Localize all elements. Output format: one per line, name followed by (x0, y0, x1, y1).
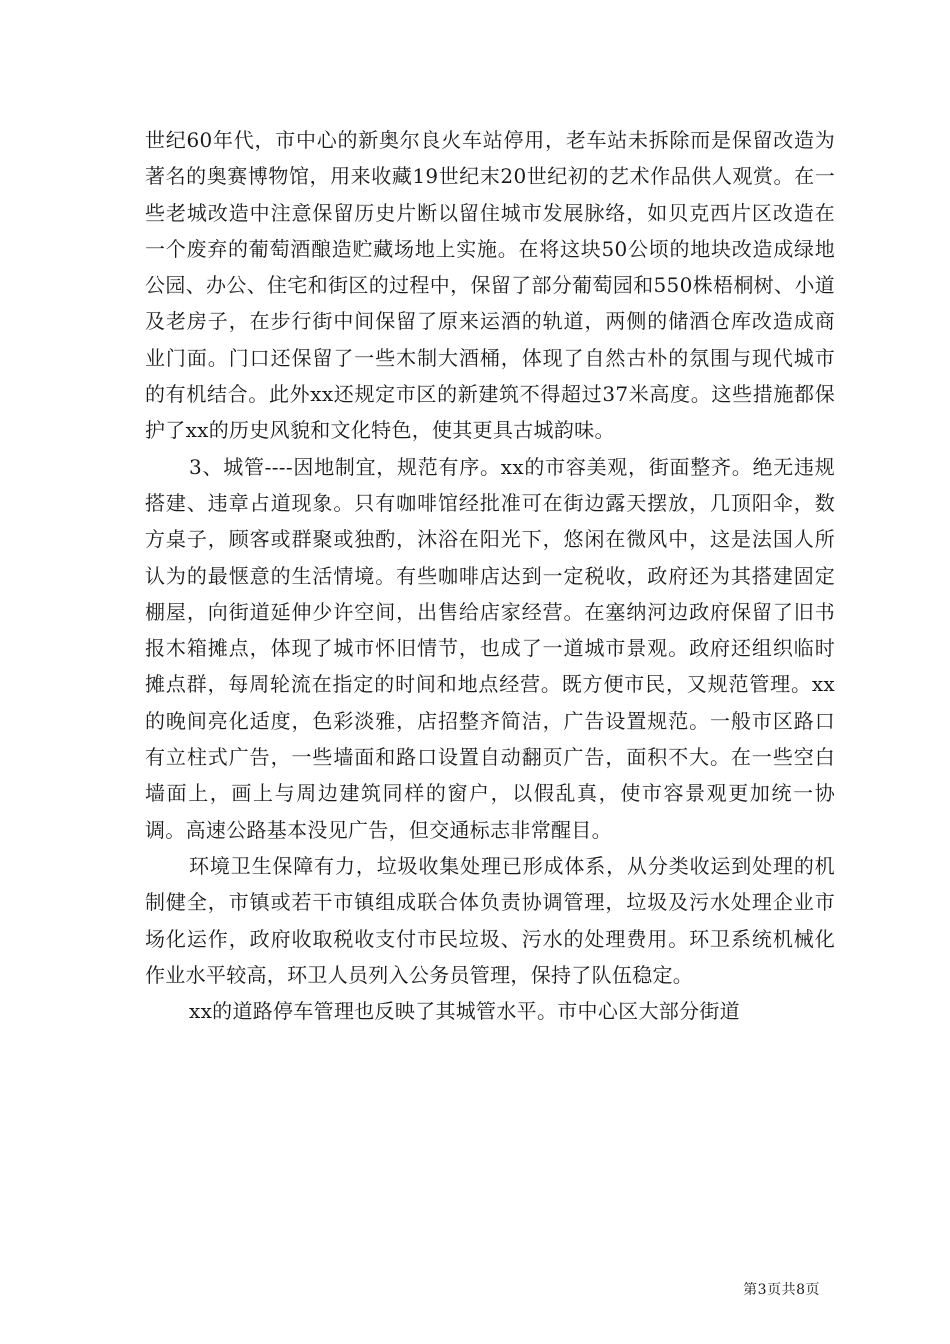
paragraph-sanitation: 环境卫生保障有力，垃圾收集处理已形成体系，从分类收运到处理的机制健全，市镇或若干市镇组成联合体负责协调管理，垃圾及污水处理企业市场化运作，政府收取税收支付市民垃圾、污水的处理费用。环卫系统机械化作业水平较高，环卫人员列入公务员管理，保持了队伍稳定。 (145, 853, 835, 987)
paragraph-heritage: 世纪60年代，市中心的新奥尔良火车站停用，老车站未拆除而是保留改造为著名的奥赛博物馆，用来收藏19世纪末20世纪初的艺术作品供人观赏。在一些老城改造中注意保留历史片断以留住城市发展脉络，如贝克西片区改造在一个废弃的葡萄酒酿造贮藏场地上实施。在将这块50公顷的地块改造成绿地公园、办公、住宅和街区的过程中，保留了部分葡萄园和550株梧桐树、小道及老房子，在步行街中间保留了原来运酒的轨道，两侧的储酒仓库改造成商业门面。门口还保留了一些木制大酒桶，体现了自然古朴的氛围与现代城市的有机结合。此外xx还规定市区的新建筑不得超过37米高度。这些措施都保护了xx的历史风貌和文化特色，使其更具古城韵味。 (145, 128, 835, 443)
paragraph-city-management: 3、城管----因地制宜，规范有序。xx的市容美观，街面整齐。绝无违规搭建、违章占道现象。只有咖啡馆经批准可在街边露天摆放，几顶阳伞，数方桌子，顾客或群聚或独酌，沐浴在阳光下，悠闲在微风中，这是法国人所认为的最惬意的生活情境。有些咖啡店达到一定税收，政府还为其搭建固定棚屋，向街道延伸少许空间，出售给店家经营。在塞纳河边政府保留了旧书报木箱摊点，体现了城市怀旧情节，也成了一道城市景观。政府还组织临时摊点群，每周轮流在指定的时间和地点经营。既方便市民，又规范管理。xx的晚间亮化适度，色彩淡雅，店招整齐简洁，广告设置规范。一般市区路口有立柱式广告，一些墙面和路口设置自动翻页广告，面积不大。在一些空白墙面上，画上与周边建筑同样的窗户，以假乱真，使市容景观更加统一协调。高速公路基本没见广告，但交通标志非常醒目。 (145, 454, 835, 842)
page-number: 第3页共8页 (743, 1282, 820, 1298)
paragraph-parking: xx的道路停车管理也反映了其城管水平。市中心区大部分街道 (189, 999, 740, 1024)
document-body (145, 122, 835, 1029)
